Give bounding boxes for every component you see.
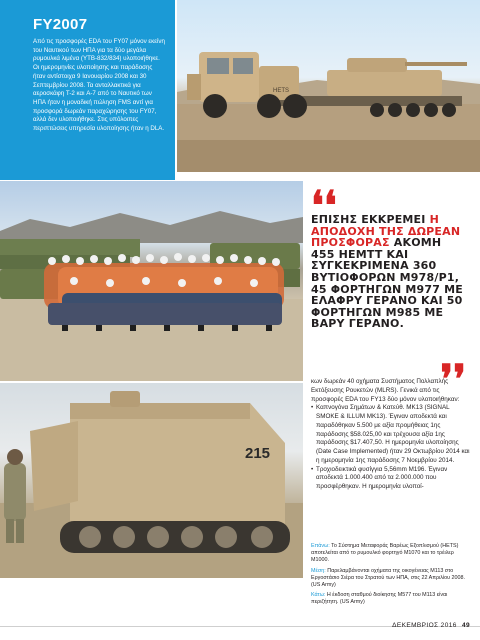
caption-label: Επάνω: — [311, 543, 330, 549]
vehicle-roof — [70, 403, 250, 419]
hets-truck-photo — [177, 0, 480, 172]
body-intro-paragraph: κων δωρεάν 40 οχήματα Συστήματος Πολλαπλής Εκτόξευσης Ρουκετών (MLRS). Γενικά από τις προσφορές EDA του FY13 δύο μόνον υλοποιήθηκαν: — [311, 378, 460, 403]
quote-close-mark: ❜❜ — [440, 360, 466, 388]
vehicle-row — [0, 239, 140, 257]
workers-group-photo — [0, 181, 303, 381]
page-footer — [0, 612, 480, 640]
soldier — [4, 463, 26, 521]
issue-month: ΔΕΚΕΜΒΡΙΟΣ 2016 — [392, 622, 457, 629]
tractor-wheel — [203, 94, 227, 118]
pull-quote-lead: ΕΠΙΣΗΣ ΕΚΚΡΕΜΕΙ — [311, 213, 426, 226]
ground-foreground — [177, 140, 480, 172]
tractor-wheel — [283, 94, 307, 118]
truck-marking: HETS — [273, 88, 290, 94]
list-item: • Τροχιοδεικτικά φυσίγγια 5,56mm M196. Έγιναν αποδεκτά 1.000.400 από τα 2.000.000 που προσφέρθηκαν. Η ημερομηνία υλοποί- — [311, 466, 471, 492]
hets-truck-illustration — [177, 0, 480, 172]
soldier-head — [7, 449, 23, 465]
people-group — [44, 253, 284, 331]
vehicle-hatch — [110, 391, 140, 407]
vehicle-number: 215 — [245, 445, 271, 462]
fy2007-text: Από τις προσφορές EDA του FY07 μόνον εκείνη του Ναυτικού των ΗΠΑ για τα δύο μεγάλα ρυμουλκά λιμένα (YTB-832/834) υλοποιήθηκε. Οι ημερομηνίες υλοποίησης και παράδοσης ήταν αντίστοιχα 9 Ιανουαρίου 2008 και 30 Σεπτεμβρίου 2008. Τα ανταλλακτικά για αεροσκάφη T-2 και A-7 από το Ναυτικό των ΗΠΑ ήταν η μοναδική πώληση FMS αντί για προσφορά δωρεάν παραχώρησης του FY07, αλλά δεν υλοποιήθηκε. Στις υπόλοιπες περιπτώσεις υπηρεσία υλοποίησης ήταν η DLA. — [33, 38, 165, 133]
quote-open-mark: ❛❛ — [311, 186, 337, 214]
vehicle-hull — [70, 403, 285, 533]
caption-middle — [311, 568, 471, 590]
soldier-leg — [16, 519, 24, 543]
tank-turret — [347, 58, 407, 72]
cab-window-2 — [233, 58, 253, 74]
tractor-grille — [187, 74, 201, 100]
body-bullet-list — [311, 404, 471, 492]
footer-text — [392, 622, 470, 629]
pull-quote-rest: ΑΚΟΜΗ 455 HEMTT ΚΑΙ ΣΥΓΚΕΚΡΙΜΕΝΑ 360 ΒΥΤΙΟΦΟΡΩΝ M978/P1, 45 ΦΟΡΤΗΓΩΝ M977 ΜΕ ΕΛΑΦΡΥ ΓΕΡΑΝΟ ΚΑΙ 50 ΦΟΡΤΗΓΩΝ M985 ΜΕ ΒΑΡΥ ΓΕΡΑΝΟ. — [311, 236, 464, 331]
mountains — [0, 211, 303, 243]
article-body-text — [311, 378, 471, 492]
pull-quote-highlight: Η ΑΠΟΔΟΧΗ ΤΗΣ ΔΩΡΕΑΝ ΠΡΟΣΦΟΡΑΣ — [311, 213, 461, 250]
m577-vehicle-illustration — [0, 383, 303, 578]
caption-label: Μέση: — [311, 567, 326, 574]
tractor-wheel — [257, 94, 281, 118]
tank-gun — [405, 62, 467, 66]
caption-text: Η έκδοση σταθμού διοίκησης M577 του M113 είναι περιζήτητη. (US Army) — [311, 592, 448, 606]
page-number: 49 — [461, 622, 470, 629]
trailer-wheel — [370, 103, 384, 117]
caption-top — [311, 543, 471, 565]
caption-bottom — [311, 592, 471, 606]
m577-vehicle-photo — [0, 383, 303, 578]
trailer-wheel — [406, 103, 420, 117]
pull-quote-text — [311, 214, 466, 330]
fy2007-title: FY2007 — [33, 16, 88, 33]
workers-group-illustration — [0, 181, 303, 381]
trailer-wheel — [388, 103, 402, 117]
rear-door — [30, 421, 78, 511]
fy2007-sidebar-box — [0, 0, 175, 180]
trailer-wheel — [424, 103, 438, 117]
soldier-leg — [6, 519, 14, 543]
photo-captions — [311, 543, 471, 610]
caption-text: Παρελαμβάνονται οχήματα της οικογένειας M113 στο Εργοστάσιο Σιέρα του Στρατού των ΗΠΑ, στις 22 Απριλίου 2008. (US Army) — [311, 567, 466, 589]
pull-quote — [311, 186, 466, 388]
trailer-wheel — [442, 103, 456, 117]
caption-label: Κάτω: — [311, 592, 326, 599]
tank-hull — [327, 70, 442, 96]
caption-text: Το Σύστημα Μεταφοράς Βαρέως Εξοπλισμού (HETS) αποτελείται από το ρυμουλκό φορτηγό M1070 και το τρέιλερ M1000. — [311, 543, 459, 564]
cab-window — [207, 58, 229, 74]
list-item: • Καπνογόνα Σημάτων & Κατεύθ. MK13 (SIGNAL SMOKE & ILLUM MK13). Έγιναν αποδεκτά και παραδόθηκαν 5.500 με αξία προμήθειας 1ης παράδοσης $58.025,00 και τρέχουσα αξία 1ης παράδοσης $17.407,50. Η ημερομηνία υλοποίησης (Date Case Implemented) ήταν 29 Οκτωβρίου 2014 και η ημερομηνία 1ης παράδοσης 7 Νοεμβρίου 2014. — [311, 404, 471, 465]
